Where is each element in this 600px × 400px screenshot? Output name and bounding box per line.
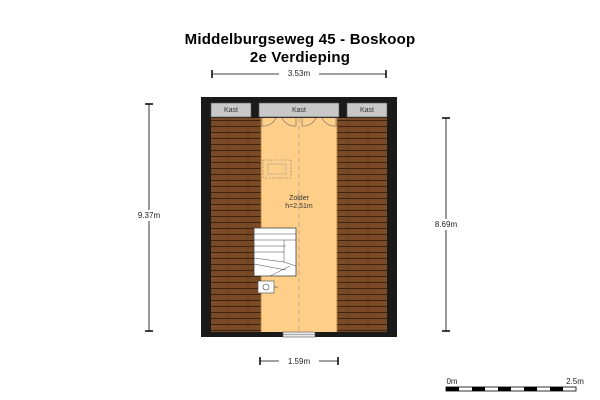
roof-slope-left bbox=[211, 118, 261, 332]
dimension-top-label: 3.53m bbox=[287, 69, 311, 78]
dimension-bottom bbox=[260, 356, 338, 366]
scale-bar-start-label: 0m bbox=[446, 377, 458, 386]
floorplan-title: Middelburgseweg 45 - Boskoop bbox=[184, 31, 416, 48]
zolder-height: h=2.51m bbox=[285, 203, 313, 210]
dimension-left bbox=[130, 104, 168, 331]
scale-bar-end-label: 2.5m bbox=[566, 377, 584, 386]
roof-slope-right bbox=[337, 118, 387, 332]
scale-bar bbox=[446, 377, 584, 391]
zolder-label: Zolder bbox=[289, 195, 309, 202]
floor-plan bbox=[201, 97, 397, 337]
staircase bbox=[254, 228, 296, 276]
kast-left-label: Kast bbox=[223, 107, 239, 114]
dimension-right-label: 8.69m bbox=[434, 220, 458, 229]
boiler-fixture bbox=[258, 281, 274, 293]
kast-right-label: Kast bbox=[359, 107, 375, 114]
dimension-left-label: 9.37m bbox=[137, 211, 161, 220]
dimension-right bbox=[427, 118, 465, 331]
dimension-top bbox=[212, 68, 386, 78]
kast-center-label: Kast bbox=[291, 107, 307, 114]
dimension-bottom-label: 1.59m bbox=[287, 357, 311, 366]
floorplan-subtitle: 2e Verdieping bbox=[249, 49, 351, 66]
